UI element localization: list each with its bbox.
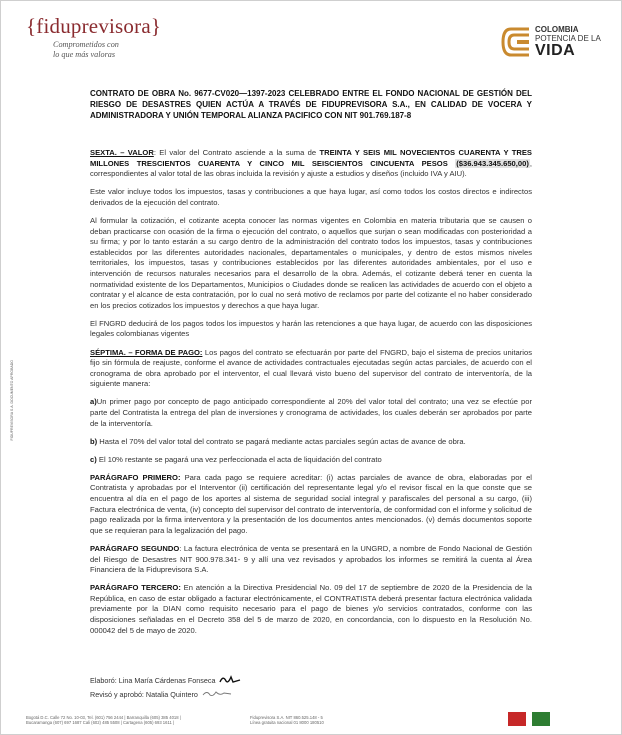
payment-item-c: c) El 10% restante se pagará una vez perfeccionada el acta de liquidación del contrato — [90, 454, 382, 464]
gov-logo-line3: VIDA — [535, 42, 576, 59]
clause-sexta-heading: SEXTA. – VALOR — [90, 148, 154, 157]
paragrafo-tercero: PARÁGRAFO TERCERO: En atención a la Directiva Presidencial No. 09 del 17 de septiembre de 2020 de la Presidencia de la República, en caso de estar obligado a facturar electrónicamente, el CONTRATISTA deberá presentar factura electrónica validada previamente por la DIAN como requisito necesario para el pago de bienes y/o servicios contratados, conforme con las disposiciones señaladas en el Decreto 358 del 5 de marzo de 2020, en concordancia, con lo dispuesto en la Resolución No. 000042 del 5 de mayo de 2020. — [90, 583, 532, 635]
elaboro-line: Elaboró: Lina María Cárdenas Fonseca — [90, 674, 241, 688]
clause-septima-heading: SÉPTIMA. – FORMA DE PAGO: — [90, 347, 203, 357]
contract-amount-words: TREINTA Y SEIS MIL NOVECIENTOS CUARENTA Y TRES MILLONES TRESCIENTOS CUARENTA Y CINCO MIL SEISCIENTOS CINCUENTA PESOS — [90, 148, 532, 168]
footer-nit: Fiduprevisora S.A. NIT 860.525.148 - 5 — [250, 715, 323, 720]
logo-tagline-1: Comprometidos con — [53, 40, 119, 49]
gov-logo-line1: COLOMBIA — [535, 25, 579, 34]
footer-logo-green-icon — [532, 712, 550, 726]
footer-address-2: Bucaramanga (607) 697 1687 Cali (602) 485 5508 | Cartagena (605) 693 1611 | — [26, 720, 175, 726]
page-footer — [26, 715, 506, 725]
signature-scribble-icon — [219, 674, 241, 688]
logo-wordmark: {fiduprevisora} — [26, 14, 162, 38]
clause-sexta-p3: Al formular la cotización, el cotizante acepta conocer las normas vigentes en Colombia en materia tributaria que se causen o deban practicarse con ocasión de la firma o ejecución del contrato, o aquellos que surjan o sean modificadas con posterioridad a su firma; y por lo tanto estarán a su cargo dentro de la administración del contrato todos los impuestos, tasas y contribuciones establecidos por las diferentes autoridades nacionales, departamentales o municipales, y dentro de estos mismos niveles territoriales, los impuestos, tasas y contribuciones establecidos por las diferentes autoridades ambientales, por el uso e intervención de recursos naturales necesarios para el desarrollo de la obra. Además, el cotizante deberá tener en cuenta la normatividad existente de los Departamentos, Municipios o Ciudades donde se realicen las actividades de acuerdo con el objeto a contratar y el alcance de esta contratación, por lo cual no será motivo de reclamos por parte del cotizante el no haber considerado en los precios cotizados los impuestos y derechos a que haya lugar. — [90, 215, 532, 310]
contract-title: CONTRATO DE OBRA No. 9677-CV020—1397-2023 CELEBRADO ENTRE EL FONDO NACIONAL DE GESTIÓN DEL RIESGO DE DESASTRES QUIEN ACTÚA A TRAVÉS DE FIDUPREVISORA S.A., EN CALIDAD DE VOCERA Y ADMINISTRADORA Y UNIÓN TEMPORAL ALIANZA PACIFICO CON NIT 901.769.187-8 — [90, 89, 532, 121]
signature-scribble-icon — [202, 689, 232, 702]
colombia-potencia-logo — [501, 25, 601, 59]
clause-sexta-p4: El FNGRD deducirá de los pagos todos los impuestos y harán las retenciones a que haya lugar, de acuerdo con las disposiciones legales colombianas vigentes — [90, 318, 532, 339]
approval-stamp: FIDUPREVISORA S.A. DOCUMENTO APROBADO — [10, 360, 14, 441]
clause-sexta: SEXTA. – VALOR: El valor del Contrato asciende a la suma de TREINTA Y SEIS MIL NOVECIENTOS CUARENTA Y TRES MILLONES TRESCIENTOS CUARENTA Y CINCO MIL SEISCIENTOS CINCUENTA PESOS ($36.943.345.650,00), correspondientes al valor total de las obras incluida la revisión y ajuste a estudios y diseños (incluido IVA y AIU). — [90, 148, 532, 179]
logo-tagline-2: lo que más valoras — [53, 50, 116, 59]
footer-logo-red-icon — [508, 712, 526, 726]
footer-logos — [508, 712, 606, 726]
signature-block — [90, 674, 241, 702]
footer-phone: Línea gratuita nacional 01 8000 180510 — [250, 720, 324, 726]
payment-item-a: a)Un primer pago por concepto de pago anticipado correspondiente al 20% del valor total del contrato; una vez se efectúe por parte del Contratista la entrega del plan de inversiones y cronograma de actividades, los cuales deberán ser aprobados por parte de la interventoría. — [90, 397, 532, 428]
paragrafo-segundo: PARÁGRAFO SEGUNDO: La factura electrónica de venta se presentará en la UNGRD, a nombre de Fondo Nacional de Gestión del Riesgo de Desastres NIT 900.978.341- 9 y allí una vez revisados y aprobados los informes se remitirá la cuenta al Área Financiera de la Fiduprevisora S.A. — [90, 543, 532, 575]
contract-amount-number: ($36.943.345.650,00) — [456, 158, 529, 168]
colombia-emblem-icon — [501, 25, 531, 59]
footer-logo-gray-icon — [556, 712, 606, 726]
fiduprevisora-logo — [26, 14, 161, 59]
clause-septima: SÉPTIMA. – FORMA DE PAGO: Los pagos del contrato se efectuarán por parte del FNGRD, bajo el sistema de precios unitarios fijo sin fórmula de reajuste, conforme el avance de actividades contractuales ejecutadas según actas parciales, de acuerdo con el cronograma de obra aprobado por el interventor, el cual llevará visto bueno del supervisor del contrato de interventoría, de la siguiente manera: — [90, 347, 532, 389]
payment-item-b: b) Hasta el 70% del valor total del contrato se pagará mediante actas parciales según actas de avance de obra. — [90, 436, 466, 446]
contract-body — [90, 148, 532, 644]
reviso-line: Revisó y aprobó: Natalia Quintero — [90, 688, 241, 702]
footer-address-1: Bogotá D.C. Calle 72 No. 10-03, Tel. (601) 756 2444 | Barranquilla (605) 385 4018 | — [26, 715, 181, 720]
gov-logo-line2: POTENCIA DE LA — [535, 34, 601, 43]
clause-sexta-p2: Este valor incluye todos los impuestos, tasas y contribuciones a que haya lugar, así como todos los costos directos e indirectos derivados de la ejecución del contrato. — [90, 187, 532, 207]
paragrafo-primero: PARÁGRAFO PRIMERO: Para cada pago se requiere acreditar: (i) actas parciales de avance de obra, elaboradas por el Contratista y aprobadas por el Interventor (ii) certificación del representante legal y/o el revisor fiscal en la que conste que se encuentra al día en el pago de los aportes al sistema de seguridad social integral y parafiscales del personal a su cargo, (iii) Factura electrónica de venta, (iv) concepto del supervisor del contrato de interventoría, de conformidad con el informe y solicitud de pago realizada por la firma interventora y la presentación de los documentos antes mencionados. (v) demás documentos soporte que se requieran para la legalización del pago. — [90, 472, 532, 535]
